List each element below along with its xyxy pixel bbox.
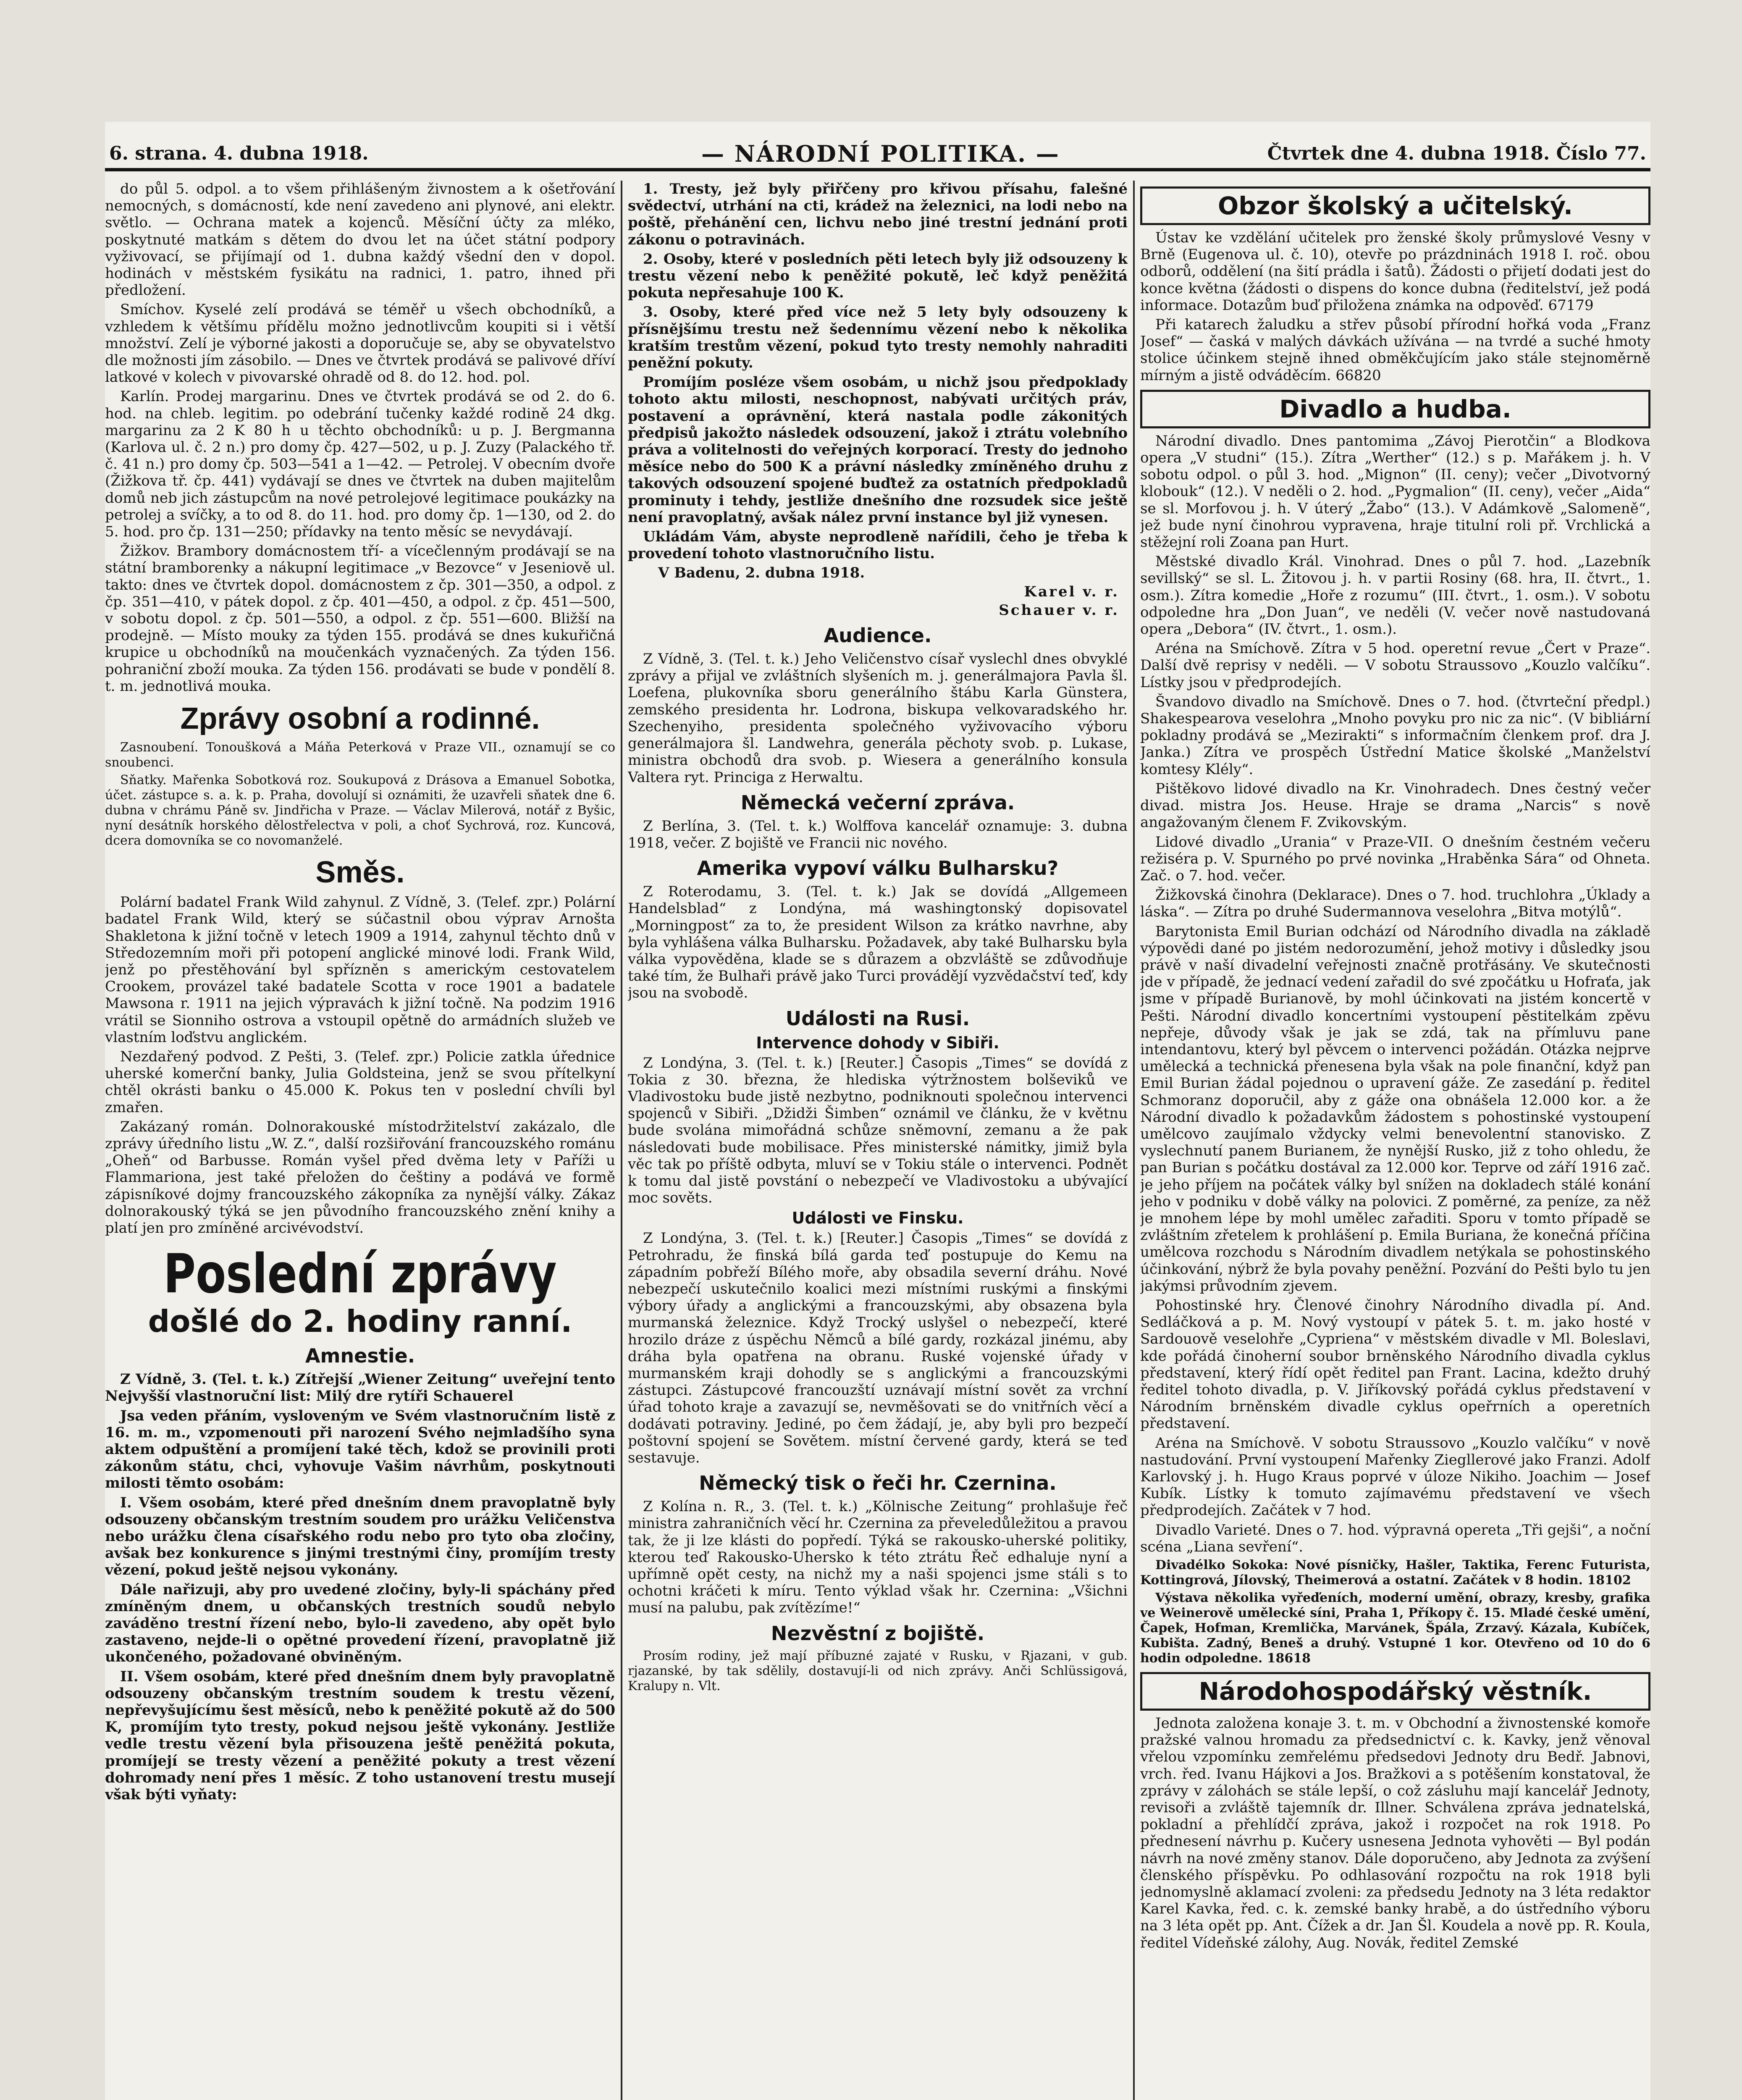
advertisement: Výstava několika vyřeďeních, moderní umění, obrazy, kresby, grafika ve Weinerově umělecké síni, Praha 1, Příkopy č. 15. Mladé české umění, Čapek, Hofman, Kremlička, Marvánek, Špála, Zrzavý. Kázala, Kubíček, Kubišta. Zadný, Beneš a druhý. Vstupné 1 kor. Otevřeno od 10 do 6 hodin odpoledne. 18618 bbox=[1140, 1591, 1650, 1666]
paragraph: 3. Osoby, které před více než 5 lety byly odsouzeny k přísnějšímu trestu než šedennímu vězení nebo k několika kratším trestům vězení, pokud tyto tresty nemohly nahraditi peněžní pokuty. bbox=[628, 304, 1128, 372]
paragraph: Sňatky. Mařenka Sobotková roz. Soukupová z Drásova a Emanuel Sobotka, účet. zástupce s. a. k. p. Praha, dovolují si oznámiti, že uzavřeli sňatek dne 6. dubna v chrámu Páně sv. Jindřicha v Praze. — Václav Milerová, notář z Byšic, nyní desátník horského dělostřelectva v poli, a choť Sychrová, roz. Kuncová, dcera domovníka se co novomanželé. bbox=[105, 773, 615, 848]
column-rule bbox=[1133, 181, 1135, 2100]
section-heading-last-news: Poslední zprávy bbox=[163, 1243, 557, 1306]
column-1 bbox=[105, 181, 615, 2100]
article-subheading: Intervence dohody v Sibiři. bbox=[756, 1033, 1000, 1052]
column-3 bbox=[1140, 181, 1650, 2100]
paragraph: 2. Osoby, které v posledních pěti letech byly již odsouzeny k trestu vězení nebo k peněžité pokutě, leč když peněžitá pokuta nepřesahuje 100 K. bbox=[628, 250, 1128, 302]
paragraph: Jednota založena konaje 3. t. m. v Obchodní a živnostenské komoře pražské valnou hromadu za předsednictví c. k. Kavky, jenž věnoval vřelou vzpomínku zemřelému předsedovi Jednoty dru Bedř. Jabnovi, vrch. řed. Ivanu Hájkovi a Jos. Bražkovi a s potěšením konstatoval, že zprávy v zálohách se stále lepší, o což zásluhu mají kancelář Jednoty, revisoři a zvláště tajemník dr. Illner. Schválena zpráva jednatelská, pokladní a přehlídčí zpráva, jakož i rozpočet na rok 1918. Po přednesení návrhu p. Kučery usnesena Jednota vyhověti — Byl podán návrh na nové změny stanov. Dále doporučeno, aby Jednota za zvýšení členského příspěvku. Po odhlasování rozpočtu na rok 1918 byli jednomyslně aklamací zvoleni: za předsedu Jednoty na 3 léta redaktor Karel Kavka, řed. c. k. zemské banky hrabě, a do ústředního výboru na 3 léta opět pp. Ant. Čížek a dr. Jan Šl. Koudela a nově pp. R. Koula, ředitel Vídeňské zálohy, Aug. Novák, ředitel Zemské bbox=[1140, 1715, 1650, 1951]
paragraph: Promíjím posléze všem osobám, u nichž jsou předpoklady tohoto aktu milosti, neschopnost, nabývati určitých práv, postavení a oprávnění, která nastala podle zákonitých předpisů jakožto následek odsouzení, jakož i ztrátu volebního práva a volitelnosti do veřejných korporací. Tresty do jednoho měsíce nebo do 500 K a právní následky zmíněného druhu z takových odsouzení spojené buďtež za ostatních předpokladů prominuty i tehdy, jestliže dnešního dne rozsudek sice ještě není pravoplatný, avšak nález první instance byl již vynesen. bbox=[628, 374, 1128, 526]
paragraph: Smíchov. Kyselé zelí prodává se téměř u všech obchodníků, a vzhledem k většímu přídělu možno jednotlivcům koupiti si i větší množství. Zelí je výborné jakosti a doporučuje se, aby se obyvatelstvo dle možnosti jím zásobilo. — Dnes ve čtvrtek prodává se palivové dříví latkové v kolech v pivovarské ohradě od 8. do 12. hod. pol. bbox=[105, 301, 615, 386]
paragraph: Aréna na Smíchově. Zítra v 5 hod. operetní revue „Čert v Praze“. Další dvě reprisy v neděli. — V sobotu Straussovo „Kouzlo valčíku“. Lístky jsou v předprodejích. bbox=[1140, 640, 1650, 691]
masthead: — NÁRODNÍ POLITIKA. — bbox=[701, 140, 1060, 167]
article-heading-czernin: Německý tisk o řeči hr. Czernina. bbox=[699, 1472, 1057, 1495]
dateline: V Badenu, 2. dubna 1918. bbox=[658, 564, 865, 582]
section-heading-theatre: Divadlo a hudba. bbox=[1140, 390, 1650, 428]
paragraph: Pištěkovo lidové divadlo na Kr. Vinohradech. Dnes čestný večer divad. mistra Jos. Heuse. Hraje se drama „Narcis“ s nově angažovaným členem F. Zvikovským. bbox=[1140, 780, 1650, 831]
paragraph: Z Londýna, 3. (Tel. t. k.) [Reuter.] Časopis „Times“ se dovídá z Petrohradu, že finská bílá garda teď postupuje do Kemu na západním pobřeží Bílého moře, aby obsadila severní dráhu. Nové nebezpečí uskutečnilo koalici mezi místními ruskými a finskými výbory úřady a anglickými a francouzskými, aby obsazena byla murmanská železnice. Když Trocký uslyšel o nebezpečí, které hrozilo dráze z úspěchu Němců a bílé gardy, rozkázal jinému, aby dráha byla opatřena na obranu. Ruské vojenské úřady v murmanském kraji dohodly se s anglickými a francouzskými zástupci. Zástupcové francouzští uznávají místní sovět za vrchní úřad tohoto kraje a zavazují se, nevměšovati se do vnitřních věcí a dodávati potraviny. Jediné, po čem žádají, je, aby byli pro bezpečí poštovní spojení se Sovětem. místní červené gardy, která se teď sestavuje. bbox=[628, 1230, 1128, 1466]
signature: Karel v. r. bbox=[1024, 583, 1119, 600]
paragraph: Divadlo Varieté. Dnes o 7. hod. výpravná opereta „Tři gejši“, a noční scéna „Liana sevření“. bbox=[1140, 1521, 1650, 1555]
paragraph: 1. Tresty, jež byly přiřčeny pro křivou přísahu, falešné svědectví, utrhání na cti, krádež na železnici, na lodi nebo na poště, přehánění cen, lichvu nebo jiné trestní jednání proti zákonu o potravinách. bbox=[628, 181, 1128, 248]
article-heading-missing: Nezvěstní z bojiště. bbox=[771, 1622, 985, 1645]
paragraph: Karlín. Prodej margarinu. Dnes ve čtvrtek prodává se od 2. do 6. hod. na chleb. legitim. po odebrání tučenky každé rodině 24 dkg. margarinu za 2 K 80 h u těchto obchodníků: u p. J. Bergmanna (Karlova ul. č. 2 n.) pro domy čp. 427—502, u p. J. Zuzy (Palackého tř. č. 41 n.) pro domy čp. 503—541 a 1—42. — Petrolej. V obecním dvoře (Žižkova tř. čp. 441) vydávají se dnes ve čtvrtek na duben majitelům domů neb jich zástupcům na nové petrolejové legitimace poukázky na petrolej a svíčky, a to od 8. do 11. hod. pro domy čp. 1—130, od 2. do 5. hod. pro čp. 131—250; přídavky na tento měsíc se nevydávají. bbox=[105, 388, 615, 541]
section-heading-school: Obzor školský a učitelský. bbox=[1140, 186, 1650, 225]
paragraph: Ukládám Vám, abyste neprodleně nařídili, čeho je třeba k provedení tohoto vlastnoručního listu. bbox=[628, 528, 1128, 562]
paragraph: Prosím rodiny, jež mají příbuzné zajaté v Rusku, v Rjazani, v gub. rjazanské, by tak sdělily, dostavují-li od nich zprávy. Anči Schlüssigová, Kralupy n. Vlt. bbox=[628, 1648, 1128, 1693]
paragraph: Z Londýna, 3. (Tel. t. k.) [Reuter.] Časopis „Times“ se dovídá z Tokia z 30. března, že hlediska výtržnostem bolševiků ve Vladivostoku bude jistě nezbytno, podniknouti společnou intervenci spojenců v Sibiři. „Džidži Šimben“ oznámil ve článku, že v květnu bude svolána mimořádná schůze sněmovní, zemanu a že pak následovati bude mobilisace. Přes ministerské námitky, jimiž byla věc tak po příště odbyta, mluví se v Tokiu stále o intervenci. Podnět k tomu dal jistě povstání o nebezpečí ve Vladivostoku a ubývající moc sověts. bbox=[628, 1054, 1128, 1207]
paragraph: Jsa veden přáním, vysloveným ve Svém vlastnoručním listě z 16. m. m., vzpomenouti při narození Svého nejmladšího syna aktem odpuštění a promíjení také těch, kdož se provinili proti zákonům státu, chci, vyhovuje Vašim návrhům, poskytnouti milosti těmto osobám: bbox=[105, 1407, 615, 1492]
article-heading-audience: Audience. bbox=[824, 624, 932, 647]
column-2 bbox=[628, 181, 1128, 2100]
section-heading-personal: Zprávy osobní a rodinné. bbox=[180, 702, 540, 736]
paragraph: Švandovo divadlo na Smíchově. Dnes o 7. hod. (čtvrteční předpl.) Shakespearova veselohra „Mnoho povyku pro nic za nic“. (V bibliární pokladny prodává se „Mezirakti“ s informačním členkem prof. dra J. Janka.) Zítra ve prospěch Ústřední Matice školské „Manželství komtesy Klély“. bbox=[1140, 693, 1650, 778]
article-heading-german-report: Německá večerní zpráva. bbox=[740, 791, 1015, 814]
newspaper-page bbox=[105, 122, 1650, 2100]
article-heading-america: Amerika vypoví válku Bulharsku? bbox=[697, 857, 1059, 880]
paragraph: Polární badatel Frank Wild zahynul. Z Vídně, 3. (Telef. zpr.) Polární badatel Frank Wild, který se súčastnil obou výprav Arnošta Shakletona k jižní točně v letech 1909 a 1914, zahynul těchto dnů v Středozemním moři při potopení anglické minové lodi. Frank Wild, jenž po přestěhování byl spřízněn s americkým cestovatelem Crookem, provázel také badatele Scotta v roce 1901 a badatele Mawsona r. 1911 na jejich výpravách k jižní točně. Na podzim 1916 vrátil se Sionniho ostrova a vstoupil opětně do armádních služeb ve vlastním loďstvu anglickém. bbox=[105, 894, 615, 1046]
paragraph: Z Vídně, 3. (Tel. t. k.) Jeho Veličenstvo císař vyslechl dnes obvyklé zprávy a přijal ve zvláštních slyšeních m. j. generálmajora Pavla šl. Loefena, plukovníka sboru generálního štábu Karla Günstera, zemského presidenta hr. Lodrona, biskupa velkovaradského hr. Szechenyiho, presidenta společného vyživovacího výboru generálmajora šl. Landwehra, generála pěchoty svob. p. Lukase, ministra obchodů dra svob. p. Wiesera a generálního konsula Valtera ryt. Princiga z Herwaltu. bbox=[628, 651, 1128, 786]
paragraph: II. Všem osobám, které před dnešním dnem byly pravoplatně odsouzeny občanským trestním soudem k trestu vězení, nepřevyšujícímu šest měsíců, nebo k peněžité pokutě až do 500 K, promíjím tyto tresty, pokud nejsou ještě vykonány. Jestliže vedle trestu vězení byla přisouzena ještě peněžitá pokuta, promíjejí se tresty vězení a peněžité pokuty a trest vězení dohromady není přes 1 měsíc. Z toho ustanovení trestu musejí však býti vyňaty: bbox=[105, 1668, 615, 1803]
article-subheading: Události ve Finsku. bbox=[792, 1209, 964, 1228]
paragraph: Žižkov. Brambory domácnostem tří- a vícečlenným prodávají se na státní bramborenky a nákupní legitimace „v Bezovce“ v Jeseniově ul. takto: dnes ve čtvrtek dopol. domácnostem z čp. 301—350, a odpol. z čp. 351—410, v pátek dopol. z čp. 401—450, a odpol. z čp. 451—500, v sobotu dopol. z čp. 501—550, a odpol. z čp. 551—600. Bližší na prodejně. — Místo mouky za týden 155. prodává se dnes kukuřičná krupice u obchodníků na moučenkách vyznačených. Za týden 156. pohraniční zboží mouka. Za týden 156. prodávati se bude v pondělí 8. t. m. jednotlivá mouka. bbox=[105, 543, 615, 695]
paragraph: Zasnoubení. Tonoušková a Máňa Peterková v Praze VII., oznamují se co snoubenci. bbox=[105, 740, 615, 770]
paragraph: Z Kolína n. R., 3. (Tel. t. k.) „Kölnische Zeitung“ prohlašuje řeč ministra zahraničních věcí hr. Czernina za převeledůležitou a pravou tak, že ji lze klásti do popředí. Týká se rakousko-uherské politiky, kterou teď Rakousko-Uhersko k této ztrátu Řeč edhaluje nyní a upřímně opět cesty, na nichž my a naši spojenci jsme stáli s to ochotni kráčeti k míru. Tento výklad však hr. Czernina: „Všichni musí na palubu, pak zvítězíme!“ bbox=[628, 1498, 1128, 1617]
paragraph: Z Vídně, 3. (Tel. t. k.) Zítřejší „Wiener Zeitung“ uveřejní tento Nejvyšší vlastnoruční list: Milý dre rytíři Schauerel bbox=[105, 1371, 615, 1405]
section-subheading-last-news: došlé do 2. hodiny ranní. bbox=[148, 1304, 572, 1339]
paragraph: do půl 5. odpol. a to všem přihlášeným živnostem a k ošetřování nemocných, s domácností, kde není zavedeno ani plynové, ani elektr. světlo. — Ochrana matek a kojenců. Měsíční účty za mléko, poskytnuté matkám s dětem do dvou let na účet státní podpory vyživovací, se přijímají od 1. dubna každý všední den v dopol. hodinách v městském fysikátu na radnici, 1. patro, ihned při předložení. bbox=[105, 181, 615, 299]
paragraph: Nezdařený podvod. Z Pešti, 3. (Telef. zpr.) Policie zatkla úřednice uherské komerční banky, Julia Goldsteina, jenž se svou přítelkyní chtěl okrásti banku o 45.000 K. Pokus ten v poslední chvíli byl zmařen. bbox=[105, 1048, 615, 1116]
page-number-date: 6. strana. 4. dubna 1918. bbox=[109, 143, 369, 164]
signature: Schauer v. r. bbox=[999, 601, 1119, 619]
advertisement: Divadélko Sokoka: Nové písničky, Hašler, Taktika, Ferenc Futurista, Kottingrová, Jílovský, Theimerová a ostatní. Začátek v 8 hodin. 18102 bbox=[1140, 1558, 1650, 1588]
advertisement: Při katarech žaludku a střev působí přírodní hořká voda „Franz Josef“ — časká v malých dávkách užívána — na tvrdé a suché hmoty stolice účinkem stejně ihned obměkčujícím jako stále stejnoměrně mírným a jistě odváděcím. 66820 bbox=[1140, 316, 1650, 384]
issue-info: Čtvrtek dne 4. dubna 1918. Číslo 77. bbox=[1267, 143, 1646, 164]
paragraph: Žižkovská činohra (Deklarace). Dnes o 7. hod. truchlohra „Úklady a láska“. — Zítra po druhé Sudermannova veselohra „Bitva motýlů“. bbox=[1140, 887, 1650, 921]
section-heading-mix: Směs. bbox=[315, 856, 405, 890]
paragraph: Lidové divadlo „Urania“ v Praze-VII. O dnešním čestném večeru režiséra p. V. Spurného po prvé novinka „Hraběnka Sára“ od Ohneta. Zač. o 7. hod. večer. bbox=[1140, 833, 1650, 884]
paragraph: Zakázaný román. Dolnorakouské místodržitelství zakázalo, dle zprávy úředního listu „W. Z.“, další rozšiřování francouzského románu „Oheň“ od Barbusse. Román vyšel před dvěma lety v Paříži u Flammariona, jest také přeložen do češtiny a podává ve formě zápisníkové dojmy francouzského zákopníka za nynější války. Zákaz dolnorakouský týká se jen původního francouzského znění knihy a platí jen pro zmíněné arcivévodství. bbox=[105, 1118, 615, 1236]
paragraph: Aréna na Smíchově. V sobotu Straussovo „Kouzlo valčíku“ v nově nastudování. První vystoupení Mařenky Ziegllerové jako Franzi. Adolf Karlovský j. h. Hugo Kraus poprvé v úloze Nikiho. Joachim — Josef Kubík. Lístky k tomuto zajímavému představení ve všech předprodejích. Začátek v 7 hod. bbox=[1140, 1434, 1650, 1519]
section-heading-economy: Národohospodářský věstník. bbox=[1140, 1672, 1650, 1711]
page-header bbox=[105, 139, 1650, 171]
paragraph: Ústav ke vzdělání učitelek pro ženské školy průmyslové Vesny v Brně (Eugenova ul. č. 10), otevře po prázdninách 1918 I. roč. obou odborů, oddělení (na šití prádla i šatů). Žádosti o přijetí dodati jest do konce května (žádosti o dispens do konce dubna (ředitelství, jež podá informace. Dotazům buď přiložena známka na odpověď. 67179 bbox=[1140, 229, 1650, 314]
paragraph: Národní divadlo. Dnes pantomima „Závoj Pierotčin“ a Blodkova opera „V studni“ (15.). Zítra „Werther“ (12.) s p. Mařákem j. h. V sobotu odpol. o půl 3. hod. „Mignon“ (II. ceny); večer „Divotvorný klobouk“ (12.). V neděli o 2. hod. „Pygmalion“ (II. ceny), večer „Aida“ se sl. Morfovou j. h. V úterý „Žabo“ (13.). V Adámkově „Salomeně“, jež bude nyní činohrou vypravena, hraje titulní roli př. Vrchlická a stěžejní roli Zoana pan Hurt. bbox=[1140, 432, 1650, 551]
paragraph: Pohostinské hry. Členové činohry Národního divadla pí. And. Sedláčková a p. M. Nový vystoupí v pátek 5. t. m. jako hosté v Sardouově veselohře „Cypriena“ v městském divadle v Ml. Boleslavi, kde pořádá činoherní soubor brněnského Národního divadla cyklus představení, který řídí opět ředitel pan Frant. Lacina, kdežto druhý ředitel tohoto divadla, p. V. Jiříkovský pořádá cyklus představení v Národním brněnském divadle cyklus opeřrních a operetních představení. bbox=[1140, 1297, 1650, 1432]
column-rule bbox=[621, 181, 622, 2100]
paragraph: Dále nařizuji, aby pro uvedené zločiny, byly-li spáchány před zmíněným dnem, u občanských trestních soudů nebylo zaváděno trestní řízení nebo, bylo-li zavedeno, aby opět bylo zastaveno, nejde-li o opětné provedení řízení, pravoplatně již ukončeného, požadované obviněným. bbox=[105, 1581, 615, 1666]
paragraph: I. Všem osobám, které před dnešním dnem pravoplatně byly odsouzeny občanským trestním soudem pro urážku Veličenstva nebo urážku člena císařského rodu nebo pro tyto oba zločiny, avšak bez konkurence s jinými trestnými činy, promíjím tresty vězení, pokud ještě nejsou vykonány. bbox=[105, 1494, 615, 1579]
paragraph: Z Berlína, 3. (Tel. t. k.) Wolffova kancelář oznamuje: 3. dubna 1918, večer. Z bojiště ve Francii nic nového. bbox=[628, 817, 1128, 851]
paragraph: Z Roterodamu, 3. (Tel. t. k.) Jak se dovídá „Allgemeen Handelsblad“ z Londýna, má washingtonský dopisovatel „Morningpost“ za to, že president Wilson za krátko navrhne, aby byla vyhlášena válka Bulharsku. Požadavek, aby také Bulharsku byla válka vypověděna, klade se s důrazem a obzvláště se zdůvodňuje také tím, že Bulhaři právě jako Turci provádějí vyzvědačství teď, kdy jsou na svobodě. bbox=[628, 883, 1128, 1002]
paragraph: Městské divadlo Král. Vinohrad. Dnes o půl 7. hod. „Lazebník sevillský“ se sl. L. Žitovou j. h. v partii Rosiny (68. hra, II. čtvrt., 1. osm.). Zítra komedie „Hoře z rozumu“ (III. čtvrt., 1. osm.). V sobotu odpoledne hra „Don Juan“, ve neděli (V. večer nově nastudovaná opera „Debora“ (IV. čtvrt., 1. osm.). bbox=[1140, 553, 1650, 638]
article-heading-amnesty: Amnestie. bbox=[305, 1344, 415, 1368]
paragraph: Barytonista Emil Burian odchází od Národního divadla na základě výpovědi dané po jistém nedorozumění, jehož motivy i důsledky jsou právě v naší divadelní veřejnosti značně protřásány. Ve skutečnosti jde v případě, že jednací vedení zařadil do své zpočátku u Hofraťa, jak jsme v případě Burianově, by mohl účinkovati na jistém koncertě v Pešti. Národní divadlo koncertními vystoupení pěstitelkám zpěvu nepřeje, důvody však je jak se zdá, tak na přímluvu pane intendantovu, který byl pěvcem o intervenci požádán. Otázka nejprve umělecká a technická přenesena byla však na pole finanční, když pan Emil Burian žádal pojednou o upravení gáže. Ze zasedání p. ředitel Schmoranz doporučil, aby z gáže ona obnášela 12.000 kor. a že Národní divadlo k požadavkům žádostem s pohostinské vystoupení umělcovo zaujímalo vždycky velmi benevolentní stanovisko. Z vyslechnutí panem Burianem, že nynější Rusko, již z toho ohledu, že pan Burian s počátku dostával za 12.000 kor. Teprve od září 1916 zač. je jeho příjem na počátek války byl snížen na dokladech stálé konání jeho v podniku v době války na polovici. Z poměrné, za peníze, za něž je mnohem lépe by mohl umělec zařaditi. Sporu v tomto případě se zvláštním zřetelem k prohlášení p. Emila Buriana, že konečná příčina umělcova rozchodu s Národním divadlem netýkala se pohostinského účinkování, nýbrž že byla povahy peněžní. Pozvání do Pešti bylo tu jen jakýmsi průvodním zjevem. bbox=[1140, 923, 1650, 1294]
article-heading-russia: Události na Rusi. bbox=[785, 1007, 970, 1030]
